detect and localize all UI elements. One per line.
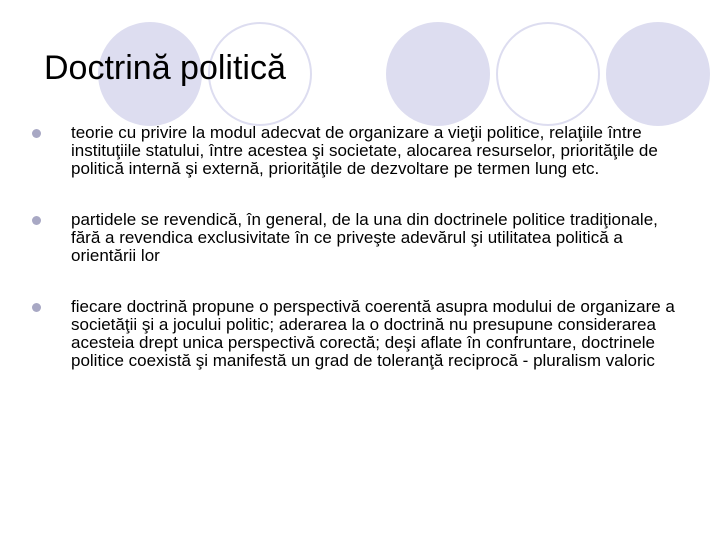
- bullet-item: [32, 211, 682, 265]
- bullet-text: teorie cu privire la modul adecvat de organizare a vieţii politice, relaţiile între instituţiile statului, între acestea şi societate, alocarea resurselor, priorităţile de politică internă şi externă, priorităţile de dezvoltare pe termen lung etc.: [71, 123, 658, 178]
- bullet-list: [32, 124, 682, 403]
- bullet-dot-icon: [32, 216, 41, 225]
- bullet-text: fiecare doctrină propune o perspectivă coerentă asupra modului de organizare a societăţii şi a jocului politic; aderarea la o doctrină nu presupune considerarea acesteia drept unica perspectivă corectă; deşi aflate în confruntare, doctrinele politice coexistă şi manifestă un grad de toleranţă reciprocă - pluralism valoric: [71, 297, 675, 370]
- bullet-item: [32, 298, 682, 370]
- bullet-dot-icon: [32, 129, 41, 138]
- decorative-circle: [496, 22, 600, 126]
- slide-title: Doctrină politică: [44, 49, 286, 87]
- bullet-text: partidele se revendică, în general, de la una din doctrinele politice tradiţionale, fără a revendica exclusivitate în ce priveşte adevărul şi utilitatea politică a orientării lor: [71, 210, 658, 265]
- decorative-circle: [386, 22, 490, 126]
- bullet-item: [32, 124, 682, 178]
- decorative-circle: [606, 22, 710, 126]
- bullet-dot-icon: [32, 303, 41, 312]
